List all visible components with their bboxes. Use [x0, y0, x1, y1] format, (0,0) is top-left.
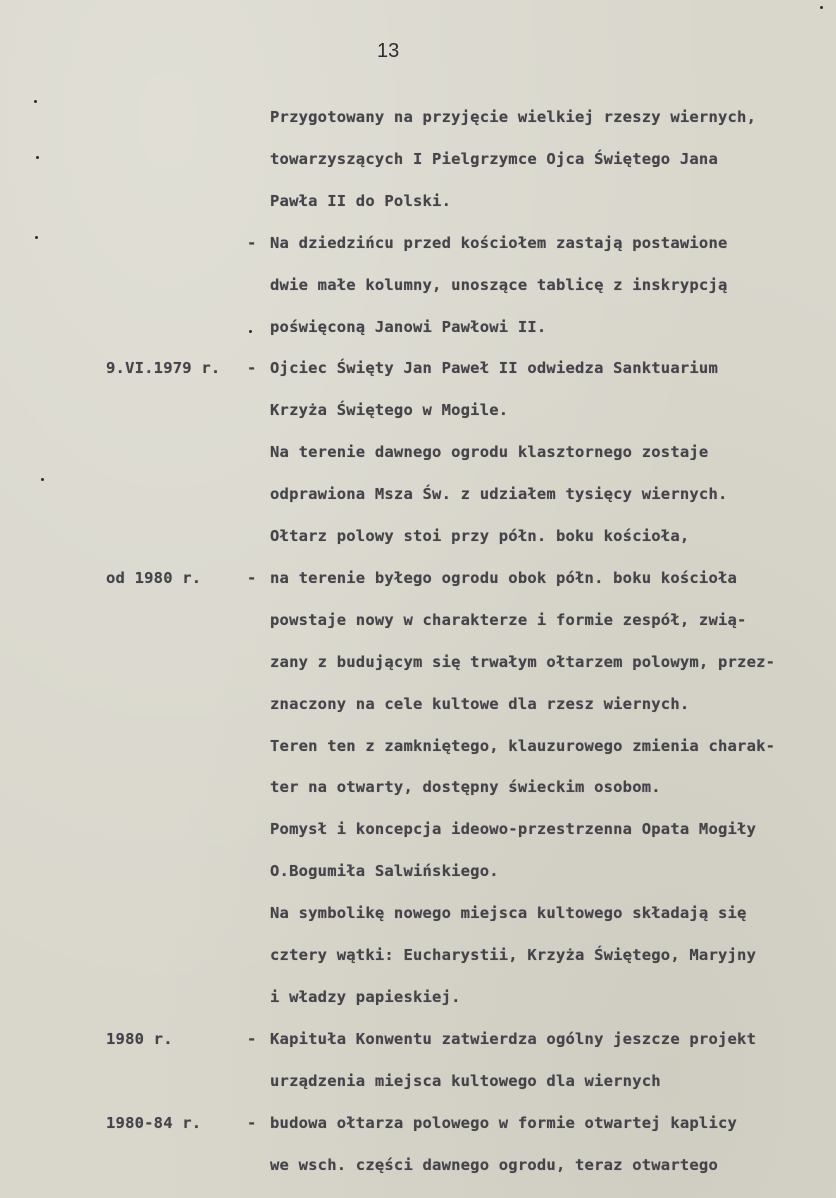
line-text: zany z budującym się trwałym ołtarzem polowym, przez- — [270, 653, 776, 671]
line-text: budowa ołtarza polowego w formie otwartej kaplicy — [270, 1114, 738, 1132]
margin-speck — [34, 100, 37, 103]
line-text: we wsch. części dawnego ogrodu, teraz otwartego — [270, 1156, 718, 1174]
line-text: urządzenia miejsca kultowego dla wiernych — [270, 1072, 661, 1090]
line-text: Krzyża Świętego w Mogile. — [270, 401, 509, 419]
margin-speck — [36, 156, 39, 159]
line-text: Ołtarz polowy stoi przy półn. boku kościoła, — [270, 527, 690, 545]
margin-speck — [41, 478, 44, 481]
line-text: Pomysł i koncepcja ideowo-przestrzenna Opata Mogiły — [270, 820, 757, 838]
line-text: Pawła II do Polski. — [270, 192, 452, 210]
entry-dash: - — [247, 1114, 257, 1132]
entry-date: 9.VI.1979 r. — [106, 359, 221, 377]
line-text: odprawiona Msza Św. z udziałem tysięcy wiernych. — [270, 485, 728, 503]
entry-dash: - — [247, 569, 257, 587]
line-text: powstaje nowy w charakterze i formie zespół, zwią- — [270, 611, 747, 629]
line-text: ter na otwarty, dostępny świeckim osobom. — [270, 778, 661, 796]
line-text: i władzy papieskiej. — [270, 988, 461, 1006]
line-text: Kapituła Konwentu zatwierdza ogólny jeszcze projekt — [270, 1030, 757, 1048]
entry-dash: - — [247, 1030, 257, 1048]
line-text: Ojciec Święty Jan Paweł II odwiedza Sanktuarium — [270, 359, 718, 377]
line-text: na terenie byłego ogrodu obok półn. boku kościoła — [270, 569, 738, 587]
line-text: Teren ten z zamkniętego, klauzurowego zmienia charak- — [270, 737, 776, 755]
entry-dash: - — [247, 359, 257, 377]
margin-speck — [820, 6, 823, 9]
line-text: O.Bogumiła Salwińskiego. — [270, 862, 499, 880]
entry-date: 1980-84 r. — [106, 1114, 202, 1132]
line-text: dwie małe kolumny, unoszące tablicę z inskrypcją — [270, 276, 728, 294]
entry-dash: - — [247, 234, 257, 252]
page-number: 13 — [377, 40, 400, 62]
line-text: Przygotowany na przyjęcie wielkiej rzeszy wiernych, — [270, 108, 757, 126]
entry-date: od 1980 r. — [106, 569, 202, 587]
line-text: znaczony na cele kultowe dla rzesz wiernych. — [270, 695, 690, 713]
entry-date: 1980 r. — [106, 1030, 173, 1048]
line-text: Na terenie dawnego ogrodu klasztornego zostaje — [270, 443, 709, 461]
margin-speck — [249, 330, 252, 333]
line-text: towarzyszących I Pielgrzymce Ojca Świętego Jana — [270, 150, 718, 168]
line-text: Na symbolikę nowego miejsca kultowego składają się — [270, 904, 747, 922]
line-text: Na dziedzińcu przed kościołem zastają postawione — [270, 234, 728, 252]
line-text: poświęconą Janowi Pawłowi II. — [270, 318, 547, 336]
line-text: cztery wątki: Eucharystii, Krzyża Świętego, Maryjny — [270, 946, 757, 964]
margin-speck — [35, 236, 38, 239]
